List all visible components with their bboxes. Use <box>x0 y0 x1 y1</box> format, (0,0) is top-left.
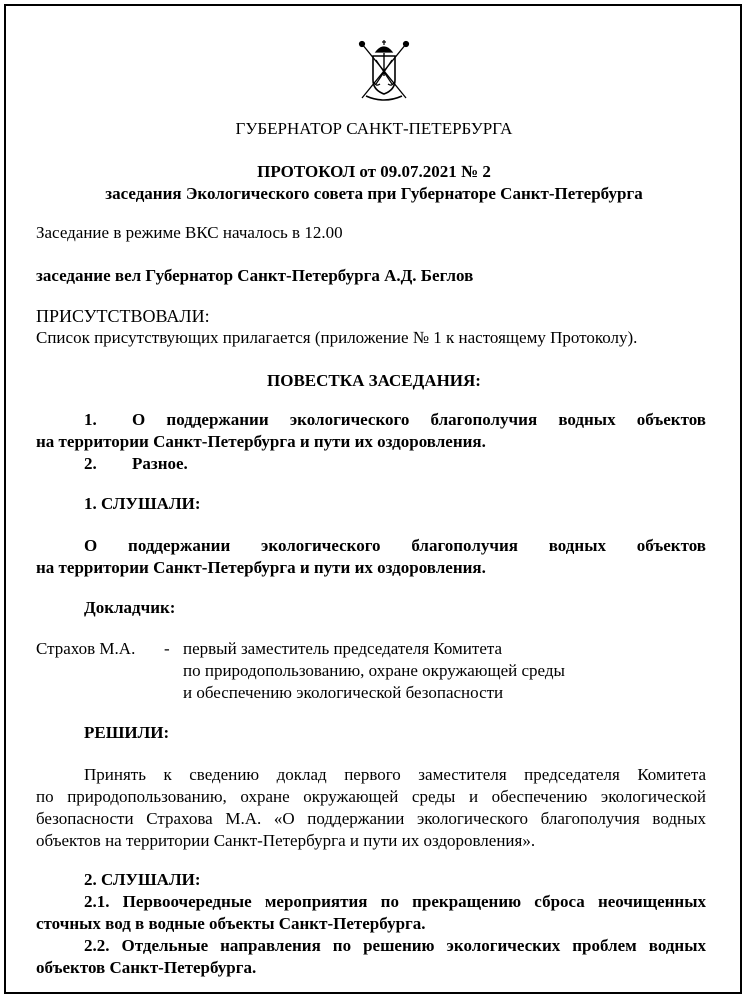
speaker-name: Страхов М.А. <box>36 639 136 658</box>
agenda-item-1-line-1: О поддержании экологического благополучия водных объектов <box>132 410 706 429</box>
meeting-start: Заседание в режиме ВКС началось в 12.00 <box>36 223 343 242</box>
speaker-role-line-3: и обеспечению экологической безопасности <box>183 683 504 702</box>
speaker-role-line-1: первый заместитель председателя Комитета <box>183 639 503 658</box>
agenda-item-1-line-2: на территории Санкт-Петербурга и пути их оздоровления. <box>36 432 486 451</box>
authority-title: ГУБЕРНАТОР САНКТ-ПЕТЕРБУРГА <box>235 119 513 138</box>
decision-line-3: безопасности Страхова М.А. «О поддержании экологического благополучия водных <box>36 809 706 828</box>
agenda-heading: ПОВЕСТКА ЗАСЕДАНИЯ: <box>267 371 481 390</box>
st-petersburg-coat-of-arms-icon <box>356 36 412 106</box>
section-1-topic-line-1: О поддержании экологического благополучия водных объектов <box>84 536 706 555</box>
decision-line-1: Принять к сведению доклад первого заместителя председателя Комитета <box>84 765 706 784</box>
protocol-title: ПРОТОКОЛ от 09.07.2021 № 2 <box>257 162 491 181</box>
section-2-item-1-line-1: 2.1. Первоочередные мероприятия по прекращению сброса неочищенных <box>84 892 706 911</box>
agenda-item-2-number: 2. <box>84 454 97 473</box>
present-text: Список присутствующих прилагается (приложение № 1 к настоящему Протоколу). <box>36 328 638 347</box>
agenda-item-2-text: Разное. <box>132 454 188 473</box>
decision-line-4: объектов на территории Санкт-Петербурга и пути их оздоровления». <box>36 831 536 850</box>
section-1-topic-line-2: на территории Санкт-Петербурга и пути их оздоровления. <box>36 558 486 577</box>
speaker-heading: Докладчик: <box>84 598 176 617</box>
section-2-item-1-line-2: сточных вод в водные объекты Санкт-Петербурга. <box>36 914 426 933</box>
speaker-role-line-2: по природопользованию, охране окружающей среды <box>183 661 565 680</box>
section-1-heading: 1. СЛУШАЛИ: <box>84 494 201 513</box>
agenda-item-1-number: 1. <box>84 410 97 429</box>
present-heading: ПРИСУТСТВОВАЛИ: <box>36 306 210 326</box>
section-2-item-2-line-1: 2.2. Отдельные направления по решению экологических проблем водных <box>84 936 706 955</box>
section-2-heading: 2. СЛУШАЛИ: <box>84 870 201 889</box>
section-2-item-2-line-2: объектов Санкт-Петербурга. <box>36 958 257 977</box>
decided-heading: РЕШИЛИ: <box>84 723 170 742</box>
decision-line-2: по природопользованию, охране окружающей среды и обеспечению экологической <box>36 787 706 806</box>
speaker-dash: - <box>164 639 170 658</box>
protocol-subtitle: заседания Экологического совета при Губернаторе Санкт-Петербурга <box>105 184 643 203</box>
meeting-chair: заседание вел Губернатор Санкт-Петербурга А.Д. Беглов <box>36 266 474 285</box>
